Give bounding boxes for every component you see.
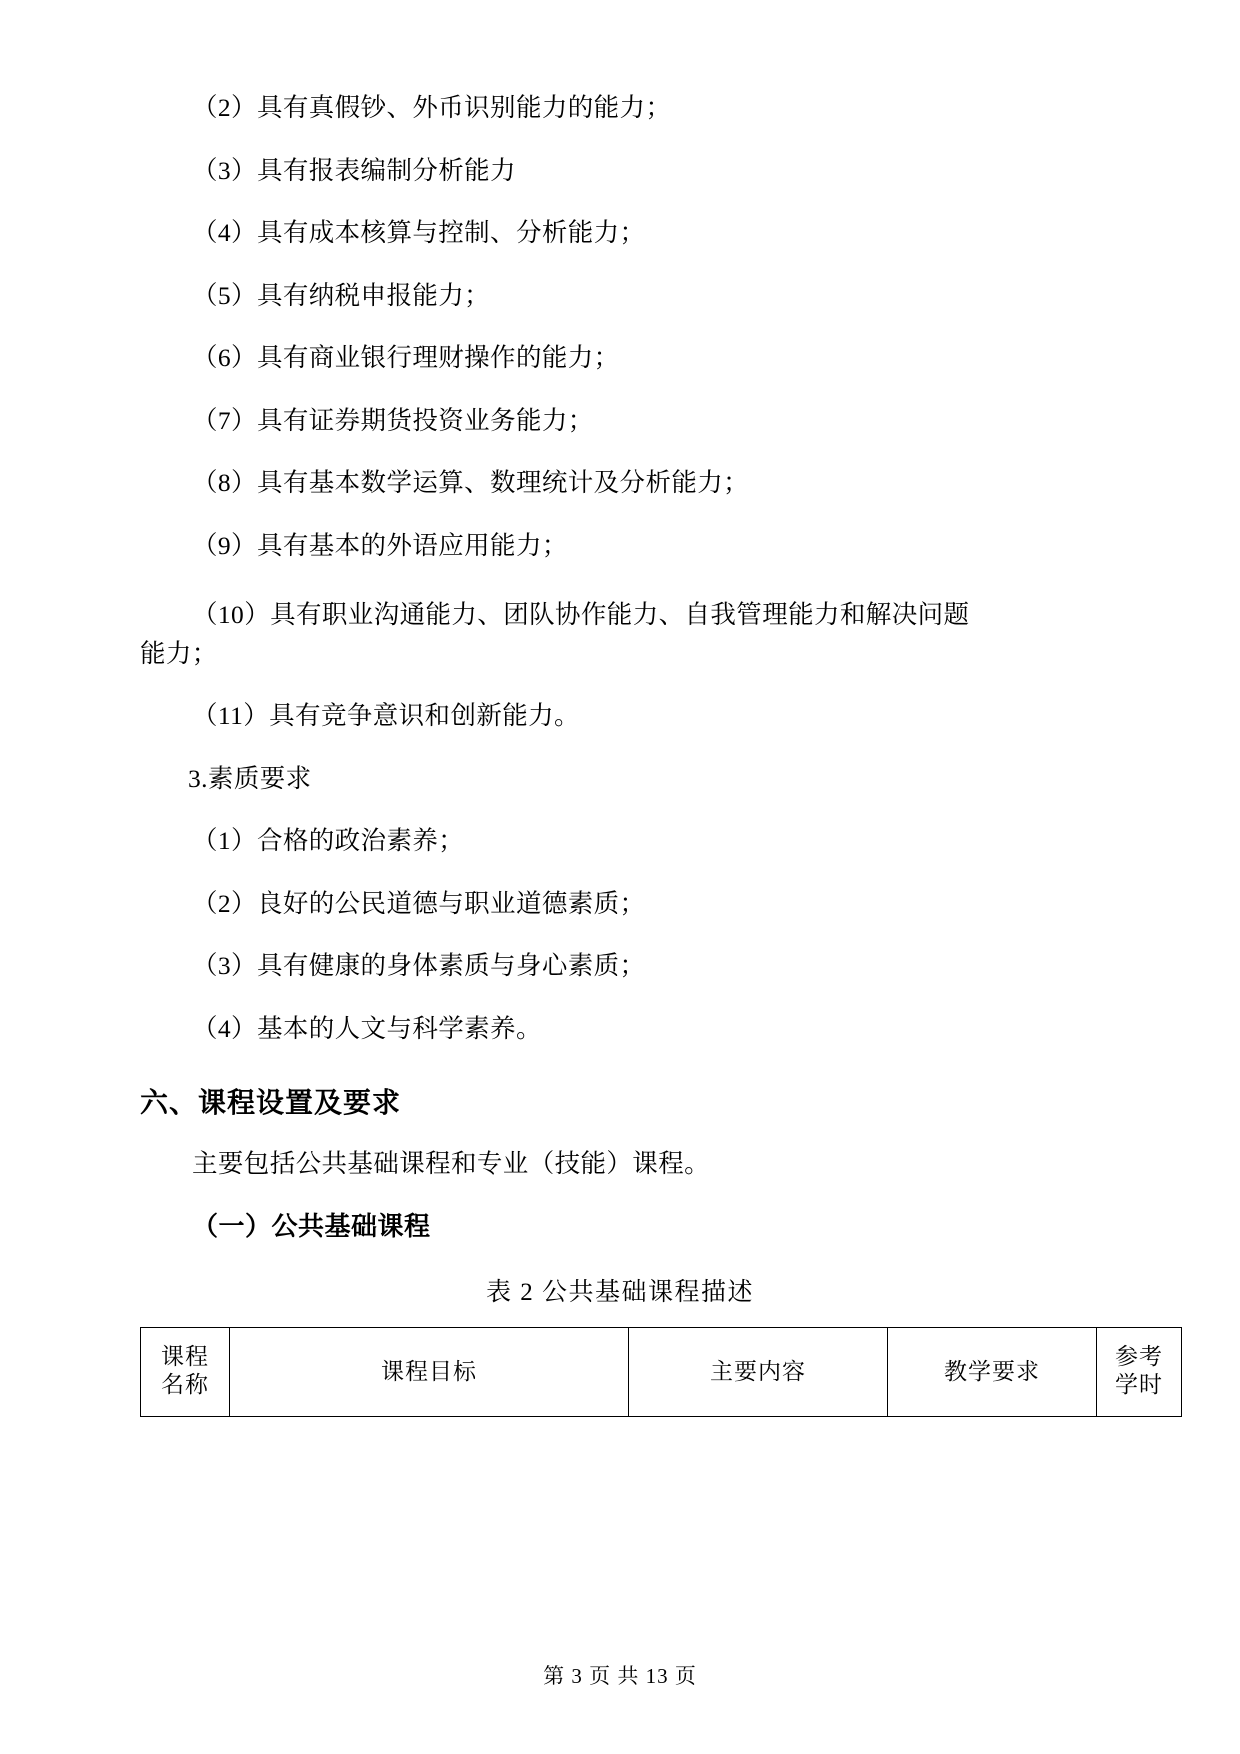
list-item-ability-10: （10）具有职业沟通能力、团队协作能力、自我管理能力和解决问题 xyxy=(192,600,970,629)
list-item-ability-3: （3）具有报表编制分析能力 xyxy=(192,155,516,185)
table-header-main-content: 主要内容 xyxy=(629,1327,888,1416)
section-intro-text: 主要包括公共基础课程和专业（技能）课程。 xyxy=(192,1149,711,1179)
subsection-heading-public-basic-courses: （一）公共基础课程 xyxy=(192,1211,431,1242)
table-header-row xyxy=(141,1327,1182,1416)
page-footer: 第 3 页 共 13 页 xyxy=(543,1664,697,1688)
content-body xyxy=(140,93,1163,1417)
table-header-course-goal: 课程目标 xyxy=(230,1327,629,1416)
table-header-teaching-requirements: 教学要求 xyxy=(888,1327,1097,1416)
list-item-ability-9: （9）具有基本的外语应用能力； xyxy=(192,530,568,560)
list-item-ability-5: （5）具有纳税申报能力； xyxy=(192,280,491,310)
subheading-quality-requirements: 3.素质要求 xyxy=(188,763,312,793)
table-header-reference-hours-line2: 学时 xyxy=(1115,1372,1163,1398)
table-header-course-name-line2: 名称 xyxy=(161,1372,209,1398)
list-item-ability-6: （6）具有商业银行理财操作的能力； xyxy=(192,343,620,372)
table-header-reference-hours xyxy=(1097,1327,1182,1416)
list-item-quality-1: （1）合格的政治素养； xyxy=(192,826,465,856)
list-item-ability-11: （11）具有竞争意识和创新能力。 xyxy=(192,701,580,731)
table-header-course-name-line1: 课程 xyxy=(161,1343,209,1369)
table-caption: 表 2 公共基础课程描述 xyxy=(485,1278,754,1306)
list-item-ability-4: （4）具有成本核算与控制、分析能力； xyxy=(192,218,646,247)
list-item-quality-4: （4）基本的人文与科学素养。 xyxy=(192,1013,542,1043)
list-item-quality-2: （2）良好的公民道德与职业道德素质； xyxy=(192,888,646,918)
list-item-quality-3: （3）具有健康的身体素质与身心素质； xyxy=(192,951,646,981)
list-item-ability-2: （2）具有真假钞、外币识别能力的能力； xyxy=(192,93,672,122)
table-header-reference-hours-line1: 参考 xyxy=(1115,1343,1163,1369)
public-basic-courses-table xyxy=(140,1327,1182,1417)
section-heading-courses: 六、课程设置及要求 xyxy=(140,1086,402,1120)
list-item-ability-8: （8）具有基本数学运算、数理统计及分析能力； xyxy=(192,468,750,497)
list-item-ability-10-continuation: 能力； xyxy=(140,638,218,668)
table-header-course-name xyxy=(141,1327,230,1416)
list-item-ability-7: （7）具有证券期货投资业务能力； xyxy=(192,405,594,435)
